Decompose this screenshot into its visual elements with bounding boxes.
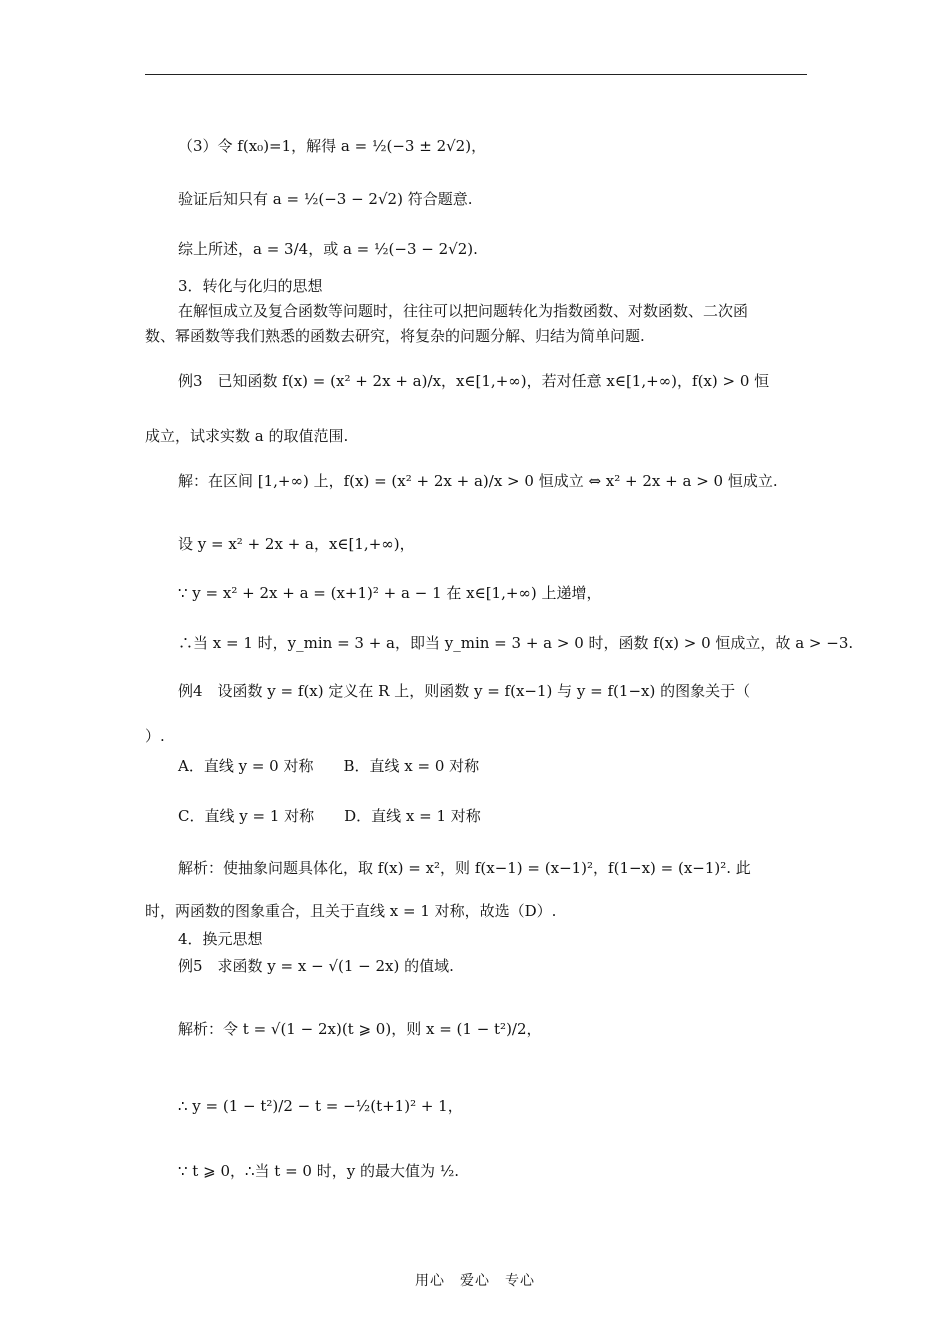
- text-line-l16: C．直线 y = 1 对称 D．直线 x = 1 对称: [178, 807, 481, 825]
- text-line-l2: 验证后知只有 a = ½(−3 − 2√2) 符合题意.: [178, 190, 473, 208]
- page-footer: 用心 爱心 专心: [415, 1273, 535, 1289]
- text-line-l8: 成立，试求实数 a 的取值范围.: [145, 427, 349, 445]
- text-line-l21: 解析：令 t = √(1 − 2x)(t ⩾ 0)，则 x = (1 − t²)/2，: [178, 1020, 542, 1038]
- text-line-l20: 例5 求函数 y = x − √(1 − 2x) 的值域.: [178, 957, 454, 975]
- text-line-l22: ∴ y = (1 − t²)/2 − t = −½(t+1)² + 1，: [178, 1097, 463, 1115]
- text-line-l4: 3．转化与化归的思想: [178, 277, 323, 295]
- text-line-l9: 解：在区间 [1,+∞) 上，f(x) = (x² + 2x + a)/x > 0 恒成立 ⇔ x² + 2x + a > 0 恒成立.: [178, 472, 778, 490]
- text-line-l19: 4．换元思想: [178, 930, 263, 948]
- text-line-l14: ）.: [145, 727, 165, 745]
- text-line-l1: （3）令 f(x₀)=1，解得 a = ½(−3 ± 2√2)，: [178, 137, 487, 155]
- text-line-l3: 综上所述，a = 3/4，或 a = ½(−3 − 2√2).: [178, 240, 478, 258]
- header-rule: [145, 74, 807, 75]
- text-line-l23: ∵ t ⩾ 0，∴当 t = 0 时，y 的最大值为 ½.: [178, 1162, 460, 1180]
- text-line-l7: 例3 已知函数 f(x) = (x² + 2x + a)/x，x∈[1,+∞)，若对任意 x∈[1,+∞)，f(x) > 0 恒: [178, 372, 770, 390]
- text-line-l5: 在解恒成立及复合函数等问题时，往往可以把问题转化为指数函数、对数函数、二次函: [178, 302, 749, 320]
- text-line-l6: 数、幂函数等我们熟悉的函数去研究，将复杂的问题分解、归结为简单问题.: [145, 327, 645, 345]
- text-line-l11: ∵ y = x² + 2x + a = (x+1)² + a − 1 在 x∈[1,+∞) 上递增，: [178, 584, 602, 602]
- text-line-l13: 例4 设函数 y = f(x) 定义在 R 上，则函数 y = f(x−1) 与 y = f(1−x) 的图象关于（: [178, 682, 751, 700]
- text-line-l18: 时，两函数的图象重合，且关于直线 x = 1 对称，故选（D）.: [145, 902, 557, 920]
- text-line-l12: ∴当 x = 1 时，y_min = 3 + a，即当 y_min = 3 + a > 0 时，函数 f(x) > 0 恒成立，故 a > −3.: [178, 634, 854, 652]
- text-line-l15: A．直线 y = 0 对称 B．直线 x = 0 对称: [178, 757, 480, 775]
- text-line-l17: 解析：使抽象问题具体化，取 f(x) = x²，则 f(x−1) = (x−1)²，f(1−x) = (x−1)². 此: [178, 859, 751, 877]
- text-line-l10: 设 y = x² + 2x + a，x∈[1,+∞)，: [178, 535, 415, 553]
